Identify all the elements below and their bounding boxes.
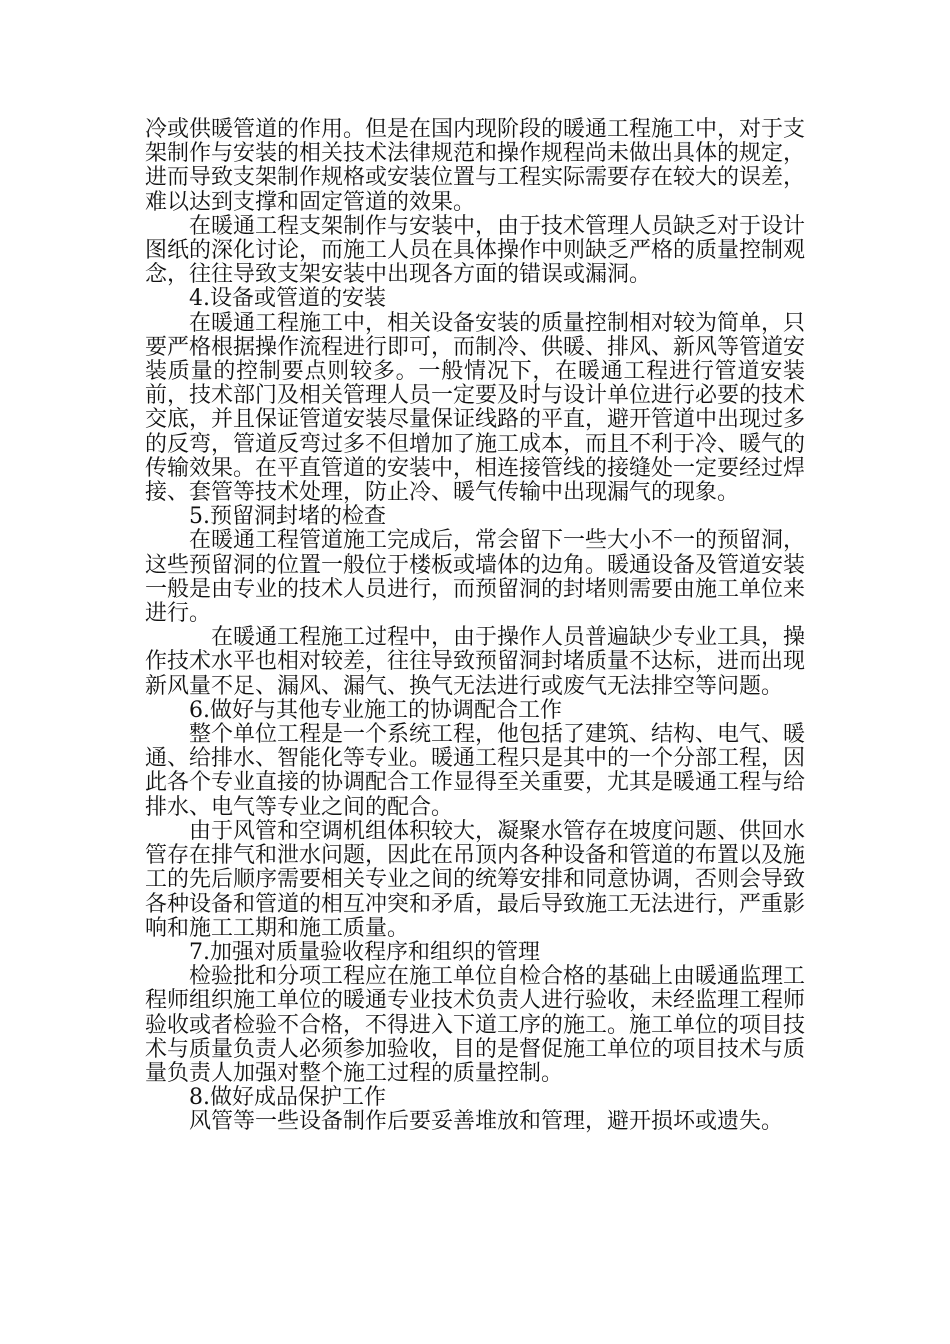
paragraph-reserved-holes: 在暖通工程管道施工完成后，常会留下一些大小不一的预留洞，这些预留洞的位置一般位于楼板或墙体的边角。暖通设备及管道安装一般是由专业的技术人员进行，而预留洞的封堵则需要由施工单位来进行。 (145, 528, 806, 627)
paragraph-support-installation: 在暖通工程支架制作与安装中，由于技术管理人员缺乏对于设计图纸的深化讨论，而施工人员在具体操作中则缺乏严格的质量控制观念，往往导致支架安装中出现各方面的错误或漏洞。 (145, 213, 806, 288)
section-heading-6: 6.做好与其他专业施工的协调配合工作 (189, 697, 562, 723)
paragraph-system-engineering: 整个单位工程是一个系统工程，他包括了建筑、结构、电气、暖通、给排水、智能化等专业。暖通工程只是其中的一个分部工程，因此各个专业直接的协调配合工作显得至关重要，尤其是暖通工程与给排水、电气等专业之间的配合。 (145, 722, 806, 820)
paragraph-equipment-installation: 在暖通工程施工中，相关设备安装的质量控制相对较为简单，只要严格根据操作流程进行即可，而制冷、供暖、排风、新风等管道安装质量的控制要点则较多。一般情况下，在暖通工程进行管道安装前，技术部门及相关管理人员一定要及时与设计单位进行必要的技术交底，并且保证管道安装尽量保证线路的平直，避开管道中出现过多的反弯，管道反弯过多不但增加了施工成本，而且不利于冷、暖气的传输效果。在平直管道的安装中，相连接管线的接缝处一定要经过焊接、套管等技术处理，防止冷、暖气传输中出现漏气的现象。 (145, 310, 806, 506)
paragraph-sealing-quality: 在暖通工程施工过程中，由于操作人员普遍缺少专业工具，操作技术水平也相对较差，往往导致预留洞封堵质量不达标，进而出现新风量不足、漏风、漏气、换气无法进行或废气无法排空等问题。 (145, 625, 806, 699)
section-heading-8: 8.做好成品保护工作 (189, 1085, 386, 1111)
document-page (145, 118, 805, 1135)
section-heading-5: 5.预留洞封堵的检查 (189, 504, 386, 530)
paragraph-acceptance: 检验批和分项工程应在施工单位自检合格的基础上由暖通监理工程师组织施工单位的暖通专业技术负责人进行验收，未经监理工程师验收或者检验不合格，不得进入下道工序的施工。施工单位的项目技术与质量负责人必须参加验收，目的是督促施工单位的项目技术与质量负责人加强对整个施工过程的质量控制。 (145, 964, 806, 1086)
section-heading-4: 4.设备或管道的安装 (189, 286, 386, 312)
paragraph-duct-coordination: 由于风管和空调机组体积较大，凝聚水管存在坡度问题、供回水管存在排气和泄水问题，因此在吊顶内各种设备和管道的布置以及施工的先后顺序需要相关专业之间的统筹安排和同意协调，否则会导致各种设备和管道的相互冲突和矛盾，最后导致施工无法进行，严重影响和施工工期和施工质量。 (145, 818, 806, 941)
paragraph-product-protection: 风管等一些设备制作后要妥善堆放和管理，避开损坏或遗失。 (189, 1109, 784, 1135)
paragraph-support-regulations: 冷或供暖管道的作用。但是在国内现阶段的暖通工程施工中，对于支架制作与安装的相关技术法律规范和操作规程尚未做出具体的规定，进而导致支架制作规格或安装位置与工程实际需要存在较大的误差，难以达到支撑和固定管道的效果。 (145, 117, 806, 215)
section-heading-7: 7.加强对质量验收程序和组织的管理 (189, 939, 540, 965)
